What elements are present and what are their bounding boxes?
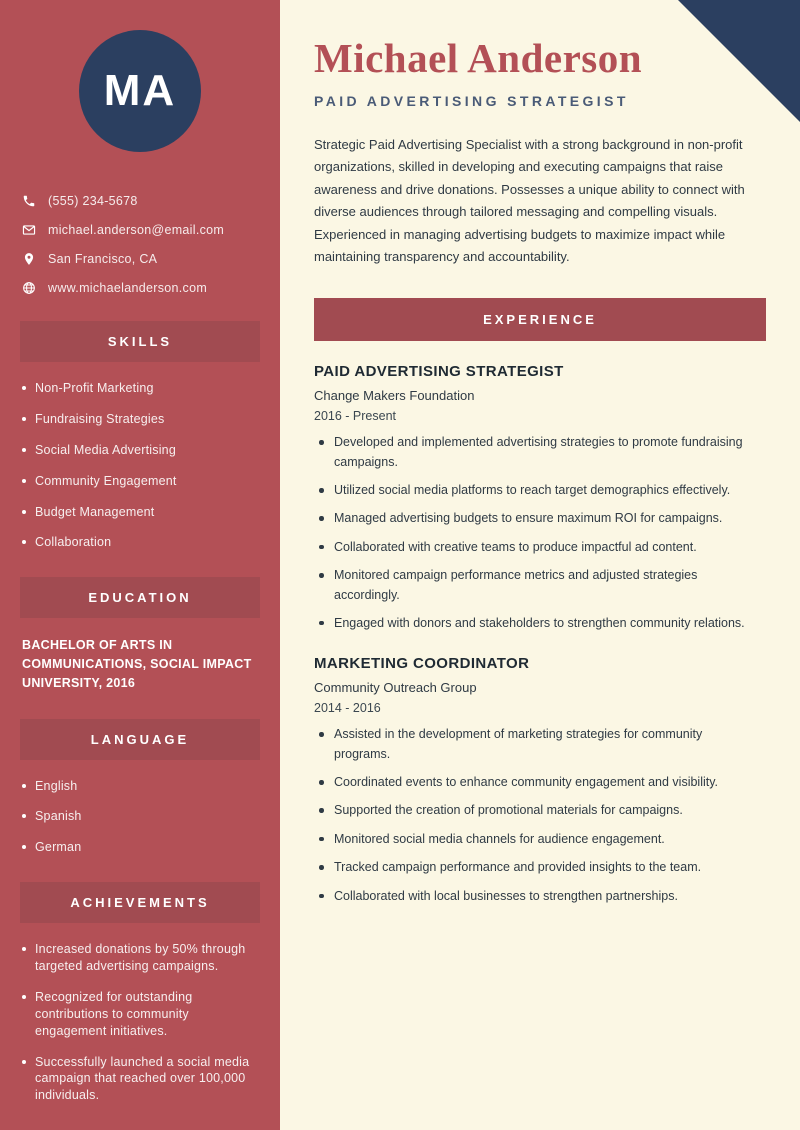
education-heading: EDUCATION [20,577,260,618]
list-item: Collaborated with creative teams to produce impactful ad content. [314,538,759,557]
list-item: Successfully launched a social media campaign that reached over 100,000 individuals. [20,1054,260,1105]
list-item: English [20,778,260,795]
job-bullet-list [314,725,766,906]
contact-email[interactable] [22,223,260,237]
list-item: Budget Management [20,504,260,521]
job-dates: 2014 - 2016 [314,701,381,716]
list-item: Monitored campaign performance metrics and adjusted strategies accordingly. [314,566,759,605]
skills-heading: SKILLS [20,321,260,362]
experience-entry [314,363,766,633]
list-item: Engaged with donors and stakeholders to strengthen community relations. [314,614,759,633]
list-item: Collaborated with local businesses to strengthen partnerships. [314,887,759,906]
job-company: Change Makers Foundation [314,388,475,404]
experience-heading: EXPERIENCE [314,298,766,341]
language-heading: LANGUAGE [20,719,260,760]
list-item: Spanish [20,808,260,825]
list-item: Assisted in the development of marketing strategies for community programs. [314,725,759,764]
contact-location[interactable] [22,252,260,266]
list-item: Utilized social media platforms to reach target demographics effectively. [314,481,759,500]
list-item: Coordinated events to enhance community engagement and visibility. [314,773,759,792]
list-item: Managed advertising budgets to ensure maximum ROI for campaigns. [314,509,759,528]
phone-icon [22,194,48,208]
list-item: Non-Profit Marketing [20,380,260,397]
achievements-heading: ACHIEVEMENTS [20,882,260,923]
contact-list [20,194,260,295]
contact-website[interactable] [22,281,260,295]
sidebar [0,0,280,1130]
list-item: Social Media Advertising [20,442,260,459]
page-title: Michael Anderson [314,35,643,81]
list-item: Collaboration [20,534,260,551]
experience-entry [314,655,766,906]
avatar-wrap [20,30,260,152]
contact-website-text: www.michaelanderson.com [48,281,208,295]
contact-phone[interactable] [22,194,260,208]
list-item: Recognized for outstanding contributions to community engagement initiatives. [20,989,260,1040]
location-pin-icon [22,252,48,266]
list-item: Developed and implemented advertising strategies to promote fundraising campaigns. [314,433,759,472]
list-item: Monitored social media channels for audience engagement. [314,830,759,849]
achievements-list [20,941,260,1104]
avatar: MA [79,30,201,152]
list-item: Community Engagement [20,473,260,490]
language-list [20,778,260,857]
skills-list [20,380,260,551]
globe-icon [22,281,48,295]
job-bullet-list [314,433,766,633]
job-title: MARKETING COORDINATOR [314,655,530,673]
job-title: PAID ADVERTISING STRATEGIST [314,363,564,381]
job-role-subtitle: PAID ADVERTISING STRATEGIST [314,93,629,110]
contact-phone-text: (555) 234-5678 [48,194,138,208]
contact-email-text: michael.anderson@email.com [48,223,225,237]
job-dates: 2016 - Present [314,409,396,424]
list-item: Fundraising Strategies [20,411,260,428]
contact-location-text: San Francisco, CA [48,252,158,266]
list-item: Increased donations by 50% through targeted advertising campaigns. [20,941,260,975]
envelope-icon [22,223,48,237]
main-content [280,0,800,1130]
job-company: Community Outreach Group [314,680,477,696]
education-entry: BACHELOR OF ARTS IN COMMUNICATIONS, SOCIAL IMPACT UNIVERSITY, 2016 [22,638,252,690]
profile-summary: Strategic Paid Advertising Specialist with a strong background in non-profit organizations, skilled in developing and executing campaigns that raise awareness and drive donations. Possesses a unique ability to connect with diverse audiences through tailored messaging and compelling visuals. Experienced in managing advertising budgets to maximize impact while maintaining transparency and accountability. [314,137,745,264]
list-item: Supported the creation of promotional materials for campaigns. [314,801,759,820]
list-item: Tracked campaign performance and provided insights to the team. [314,858,759,877]
list-item: German [20,839,260,856]
